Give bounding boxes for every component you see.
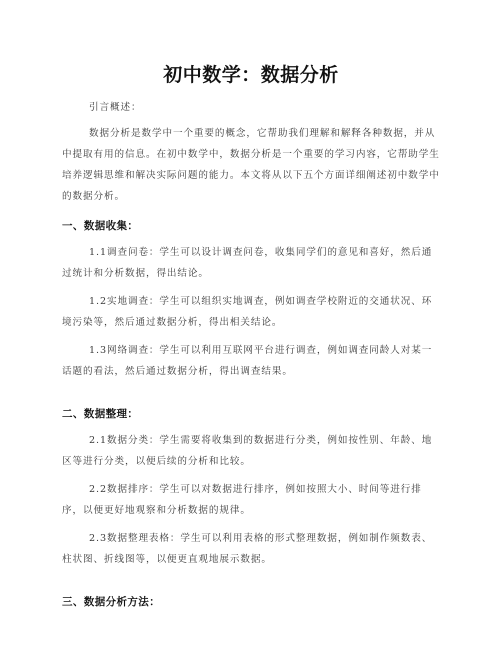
section-1-item-2: 1.2实地调查：学生可以组织实地调查，例如调查学校附近的交通状况、环境污染等，然后通过数据分析，得出相关结论。 [62,296,433,328]
section-1-item-3: 1.3网络调查：学生可以利用互联网平台进行调查，例如调查同龄人对某一话题的看法，然后通过数据分析，得出调查结果。 [62,345,433,377]
section-2-item-2: 2.2数据排序：学生可以对数据进行排序，例如按照大小、时间等进行排序，以便更好地观察和分析数据的规律。 [62,484,422,516]
section-heading-data-collection: 一、数据收集： [62,220,139,232]
section-2-item-1: 2.1数据分类：学生需要将收集到的数据进行分类，例如按性别、年龄、地区等进行分类，以便后续的分析和比较。 [62,435,433,467]
intro-label: 引言概述： [89,102,142,113]
intro-paragraph: 数据分析是数学中一个重要的概念，它帮助我们理解和解释各种数据，并从中提取有用的信息。在初中数学中，数据分析是一个重要的学习内容，它帮助学生培养逻辑思维和解决实际问题的能力。本文将从以下五个方面详细阐述初中数学中的数据分析。 [62,128,440,202]
section-2-item-3: 2.3数据整理表格：学生可以利用表格的形式整理数据，例如制作频数表、柱状图、折线图等，以便更直观地展示数据。 [62,533,433,565]
section-heading-data-organization: 二、数据整理： [62,408,139,420]
section-heading-data-analysis-methods: 三、数据分析方法： [62,596,161,608]
document-title: 初中数学：数据分析 [163,64,339,86]
section-1-item-1: 1.1调查问卷：学生可以设计调查问卷，收集同学们的意见和喜好，然后通过统计和分析数据，得出结论。 [62,247,433,279]
